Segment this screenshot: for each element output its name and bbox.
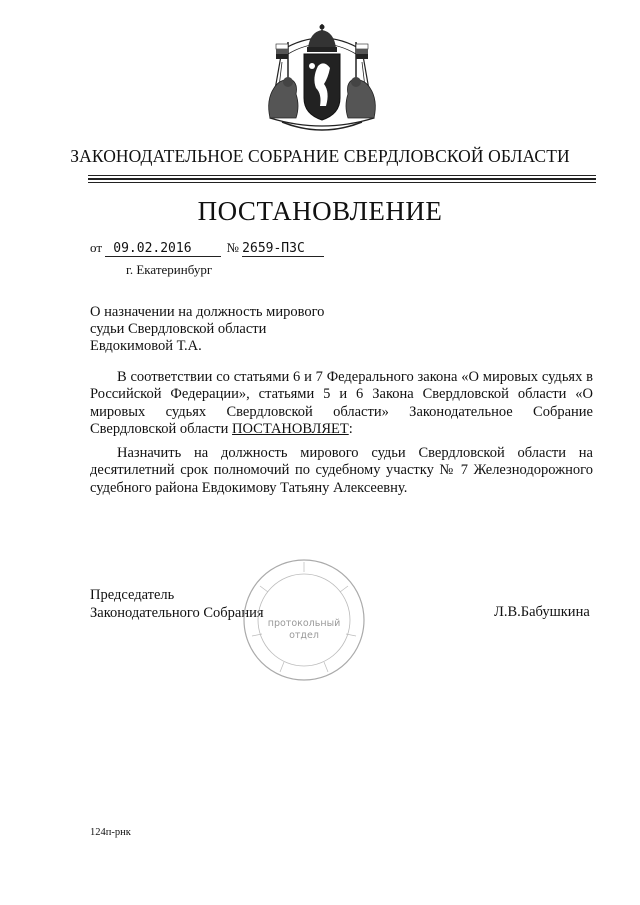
sable-left-icon [269, 77, 298, 118]
signatory-position [90, 586, 264, 622]
stamp-line2: отдел [289, 630, 319, 641]
document-number: 2659-ПЗС [242, 241, 324, 257]
signatory-position-line2: Законодательного Собрания [90, 605, 264, 621]
official-stamp [240, 556, 368, 684]
paragraph-legal-basis-text: В соответствии со статьями 6 и 7 Федерального закона «О мировых судьях в Российской Федерации», статьями 5 и 6 Закона Свердловской области «О мировых судьях Свердловской области» Законодательное Собрание Свердловской области [90, 369, 593, 438]
signatory-position-line1: Председатель [90, 587, 175, 603]
resolves-keyword: ПОСТАНОВЛЯЕТ [232, 421, 349, 438]
paragraph-legal-basis [90, 369, 593, 439]
header-rule-middle [88, 178, 596, 180]
document-city: г. Екатеринбург [126, 262, 213, 277]
document-title: ПОСТАНОВЛЕНИЕ [197, 196, 443, 226]
paragraph-legal-basis-end: : [348, 421, 353, 438]
paragraph-appointment: Назначить на должность мирового судьи Свердловской области на десятилетний срок полномочий по судебному участку № 7 Железнодорожного судебного района Евдокимову Татьяну Алексеевну. [90, 445, 593, 496]
number-prefix: № [226, 240, 239, 255]
header-rule-top [88, 175, 596, 176]
signatory-name: Л.В.Бабушкина [494, 604, 590, 620]
footer-code: 124п-рнк [90, 827, 131, 838]
date-prefix: от [90, 240, 103, 255]
document-date: 09.02.2016 [105, 241, 221, 257]
stamp-line1: протокольный [267, 618, 341, 629]
document-subject: О назначении на должность мирового судьи Свердловской области Евдокимовой Т.А. [90, 304, 325, 354]
header-rule-bottom [88, 182, 596, 183]
organization-name: ЗАКОНОДАТЕЛЬНОЕ СОБРАНИЕ СВЕРДЛОВСКОЙ ОБЛАСТИ [70, 146, 570, 166]
date-number-row [90, 240, 324, 257]
shield-icon [304, 54, 340, 120]
sable-right-icon [346, 77, 375, 118]
crown-icon [307, 24, 337, 52]
coat-of-arms-emblem [252, 22, 392, 138]
